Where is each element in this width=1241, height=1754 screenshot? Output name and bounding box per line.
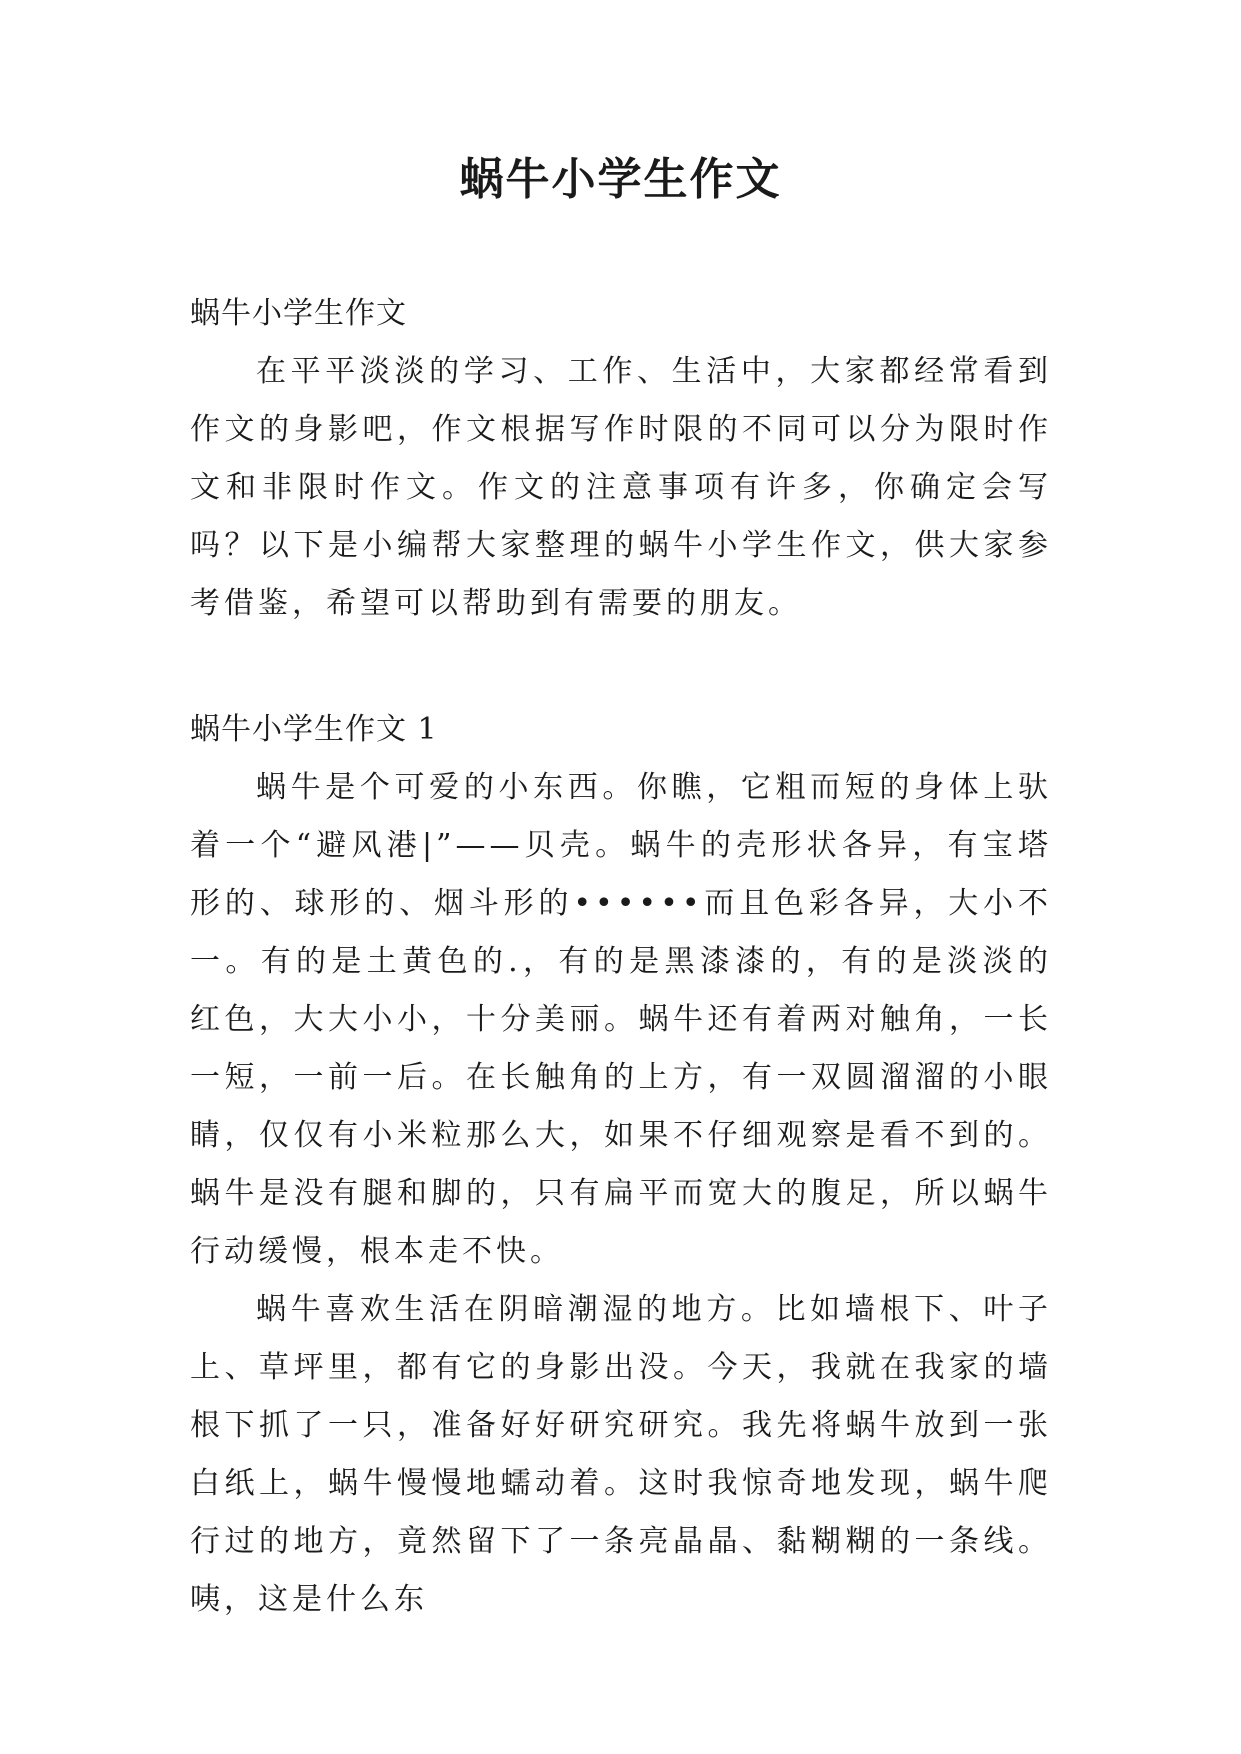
intro-heading: 蜗牛小学生作文 <box>190 296 407 331</box>
document-body <box>190 285 1052 1629</box>
essay-1-heading: 蜗牛小学生作文 1 <box>190 712 438 747</box>
intro-paragraph: 在平平淡淡的学习、工作、生活中，大家都经常看到作文的身影吧，作文根据写作时限的不同可以分为限时作文和非限时作文。作文的注意事项有许多，你确定会写吗？以下是小编帮大家整理的蜗牛小学生作文，供大家参考借鉴，希望可以帮助到有需要的朋友。 <box>190 354 1052 621</box>
essay-1-paragraph-1: 蜗牛是个可爱的小东西。你瞧，它粗而短的身体上驮着一个“避风港|”——贝壳。蜗牛的壳形状各异，有宝塔形的、球形的、烟斗形的••••••而且色彩各异，大小不一。有的是土黄色的.，有的是黑漆漆的，有的是淡淡的红色，大大小小，十分美丽。蜗牛还有着两对触角，一长一短，一前一后。在长触角的上方，有一双圆溜溜的小眼睛，仅仅有小米粒那么大，如果不仔细观察是看不到的。蜗牛是没有腿和脚的，只有扁平而宽大的腹足，所以蜗牛行动缓慢，根本走不快。 <box>190 770 1052 1269</box>
document-title: 蜗牛小学生作文 <box>459 154 782 205</box>
section-spacer <box>190 633 1052 701</box>
essay-1-paragraph-2: 蜗牛喜欢生活在阴暗潮湿的地方。比如墙根下、叶子上、草坪里，都有它的身影出没。今天，我就在我家的墙根下抓了一只，准备好好研究研究。我先将蜗牛放到一张白纸上，蜗牛慢慢地蠕动着。这时我惊奇地发现，蜗牛爬行过的地方，竟然留下了一条亮晶晶、黏糊糊的一条线。咦，这是什么东 <box>190 1292 1052 1617</box>
